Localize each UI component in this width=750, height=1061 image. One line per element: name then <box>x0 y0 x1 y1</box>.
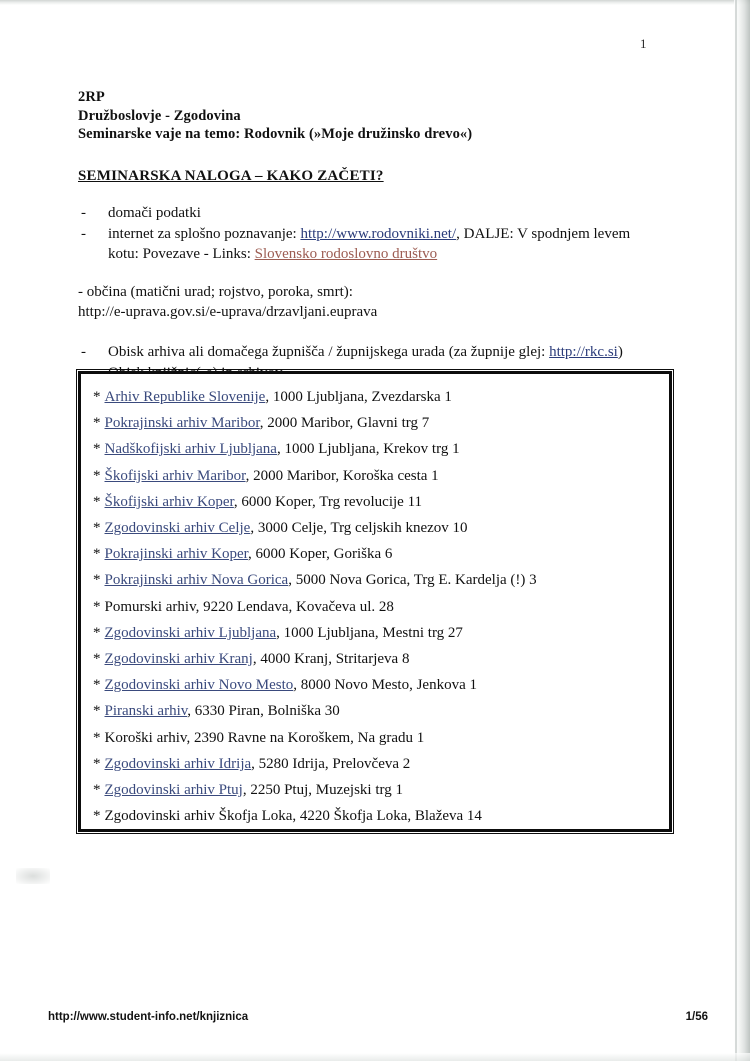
list-item <box>78 224 678 264</box>
archive-name-link[interactable]: Pokrajinski arhiv Maribor <box>104 415 260 432</box>
asterisk-bullet-icon: * <box>93 389 101 405</box>
list-item-text-after: ) <box>617 343 623 360</box>
list-item-text: domači podatki <box>108 204 201 221</box>
archive-name-link[interactable]: Zgodovinski arhiv Novo Mesto <box>104 677 294 694</box>
archive-name-link[interactable]: Škofijski arhiv Koper <box>104 493 234 510</box>
archive-list-item <box>93 436 669 462</box>
obcina-block <box>78 282 678 322</box>
archive-address: , 5280 Idrija, Prelovčeva 2 <box>251 755 411 772</box>
archive-list-item <box>93 567 669 593</box>
archive-address: , 1000 Ljubljana, Krekov trg 1 <box>276 441 460 458</box>
asterisk-bullet-icon: * <box>93 729 101 746</box>
archive-name-link[interactable]: Arhiv Republike Slovenije <box>104 389 266 405</box>
asterisk-bullet-icon: * <box>93 703 101 720</box>
archive-name: Koroški arhiv <box>104 729 187 746</box>
archive-list-item <box>93 777 669 803</box>
archive-list-item <box>93 646 669 672</box>
archive-name-link[interactable]: Zgodovinski arhiv Kranj <box>104 651 253 668</box>
asterisk-bullet-icon: * <box>93 651 101 668</box>
archive-list-item <box>93 410 669 436</box>
archive-list-item <box>93 803 669 829</box>
scan-edge-right-line <box>735 0 737 1061</box>
asterisk-bullet-icon: * <box>93 808 101 825</box>
asterisk-bullet-icon: * <box>93 493 101 510</box>
list-item <box>78 342 678 362</box>
list-item-text-line2: kotu: Povezave - Links: <box>108 245 255 262</box>
archive-name-link[interactable]: Škofijski arhiv Maribor <box>104 467 246 484</box>
archive-address: , 4000 Kranj, Stritarjeva 8 <box>252 651 410 668</box>
archive-name-link[interactable]: Pokrajinski arhiv Nova Gorica <box>104 572 289 589</box>
heading-line-3: Seminarske vaje na temo: Rodovnik (»Moje družinsko drevo«) <box>78 126 473 142</box>
archive-list-item <box>93 541 669 567</box>
archive-name-link[interactable]: Zgodovinski arhiv Ptuj <box>104 782 243 799</box>
archive-list-item <box>93 725 669 751</box>
archive-name-link[interactable]: Piranski arhiv <box>104 703 188 720</box>
asterisk-bullet-icon: * <box>93 677 101 694</box>
asterisk-bullet-icon: * <box>93 441 101 458</box>
dash-marker: - <box>81 225 86 242</box>
archive-address: , 2390 Ravne na Koroškem, Na gradu 1 <box>186 729 425 746</box>
obcina-line-1: - občina (matični urad; rojstvo, poroka, smrt): <box>78 283 353 300</box>
archive-address: , 5000 Nova Gorica, Trg E. Kardelja (!) 3 <box>288 572 537 589</box>
document-body <box>78 88 678 384</box>
archive-list-item <box>93 515 669 541</box>
document-heading <box>78 88 678 144</box>
asterisk-bullet-icon: * <box>93 415 101 432</box>
archive-list-item <box>93 751 669 777</box>
archive-address: , 3000 Celje, Trg celjskih knezov 10 <box>250 520 468 537</box>
scan-edge-top <box>0 0 750 5</box>
archive-address: , 2000 Maribor, Glavni trg 7 <box>259 415 430 432</box>
dash-marker: - <box>81 343 86 360</box>
scan-edge-bottom <box>0 1053 750 1061</box>
archive-address: , 9220 Lendava, Kovačeva ul. 28 <box>195 598 394 615</box>
list-item <box>78 203 678 223</box>
asterisk-bullet-icon: * <box>93 782 101 799</box>
heading-line-1: 2RP <box>78 89 105 105</box>
archive-address: , 6330 Piran, Bolniška 30 <box>187 703 340 720</box>
list-item-text: internet za splošno poznavanje: <box>108 225 301 242</box>
page-footer <box>48 1011 708 1023</box>
archive-name-link[interactable]: Zgodovinski arhiv Idrija <box>104 755 252 772</box>
archive-list-item <box>93 672 669 698</box>
bullet-list-first <box>78 203 678 264</box>
asterisk-bullet-icon: * <box>93 546 101 563</box>
archive-list-item <box>93 620 669 646</box>
asterisk-bullet-icon: * <box>93 755 101 772</box>
list-item-text-after: , DALJE: V spodnjem levem <box>456 225 631 242</box>
dash-marker: - <box>81 204 86 221</box>
archive-name-link[interactable]: Nadškofijski arhiv Ljubljana <box>104 441 277 458</box>
asterisk-bullet-icon: * <box>93 598 101 615</box>
link-slovensko-rodoslovno-drustvo[interactable]: Slovensko rodoslovno društvo <box>254 245 438 262</box>
footer-pagination: 1/56 <box>685 1011 708 1023</box>
asterisk-bullet-icon: * <box>93 624 101 641</box>
archive-address: , 2000 Maribor, Koroška cesta 1 <box>245 467 439 484</box>
archive-list-box <box>78 371 672 832</box>
list-item-text: Obisk arhiva ali domačega župnišča / župnijskega urada (za župnije glej: <box>108 343 550 360</box>
asterisk-bullet-icon: * <box>93 520 101 537</box>
archive-name: Zgodovinski arhiv Škofja Loka <box>104 808 293 825</box>
archive-name-link[interactable]: Pokrajinski arhiv Koper <box>104 546 249 563</box>
archive-list-item <box>93 594 669 620</box>
archive-address: , 8000 Novo Mesto, Jenkova 1 <box>293 677 477 694</box>
archive-address: , 1000 Ljubljana, Zvezdarska 1 <box>265 389 452 405</box>
archive-address: , 1000 Ljubljana, Mestni trg 27 <box>276 624 463 641</box>
archive-list-item <box>93 698 669 724</box>
archive-name-link[interactable]: Zgodovinski arhiv Ljubljana <box>104 624 277 641</box>
asterisk-bullet-icon: * <box>93 467 101 484</box>
page-number-top: 1 <box>640 36 647 51</box>
scan-artifact-blot <box>16 868 50 884</box>
archive-list-item <box>93 463 669 489</box>
asterisk-bullet-icon: * <box>93 572 101 589</box>
archive-address: , 2250 Ptuj, Muzejski trg 1 <box>242 782 403 799</box>
archive-list-item <box>93 384 669 410</box>
section-title: SEMINARSKA NALOGA – KAKO ZAČETI? <box>78 167 384 184</box>
archive-address: , 4220 Škofja Loka, Blaževa 14 <box>292 808 482 825</box>
archive-address: , 6000 Koper, Goriška 6 <box>248 546 393 563</box>
link-rodovniki[interactable]: http://www.rodovniki.net/ <box>300 225 457 242</box>
heading-line-2: Družboslovje - Zgodovina <box>78 107 241 124</box>
obcina-line-2: http://e-uprava.gov.si/e-uprava/drzavljani.euprava <box>78 303 378 320</box>
archive-name: Pomurski arhiv <box>104 598 196 615</box>
archive-list-item <box>93 489 669 515</box>
link-rkc[interactable]: http://rkc.si <box>549 343 618 360</box>
archive-address: , 6000 Koper, Trg revolucije 11 <box>233 493 423 510</box>
archive-name-link[interactable]: Zgodovinski arhiv Celje <box>104 520 251 537</box>
footer-url: http://www.student-info.net/knjiznica <box>48 1011 249 1023</box>
